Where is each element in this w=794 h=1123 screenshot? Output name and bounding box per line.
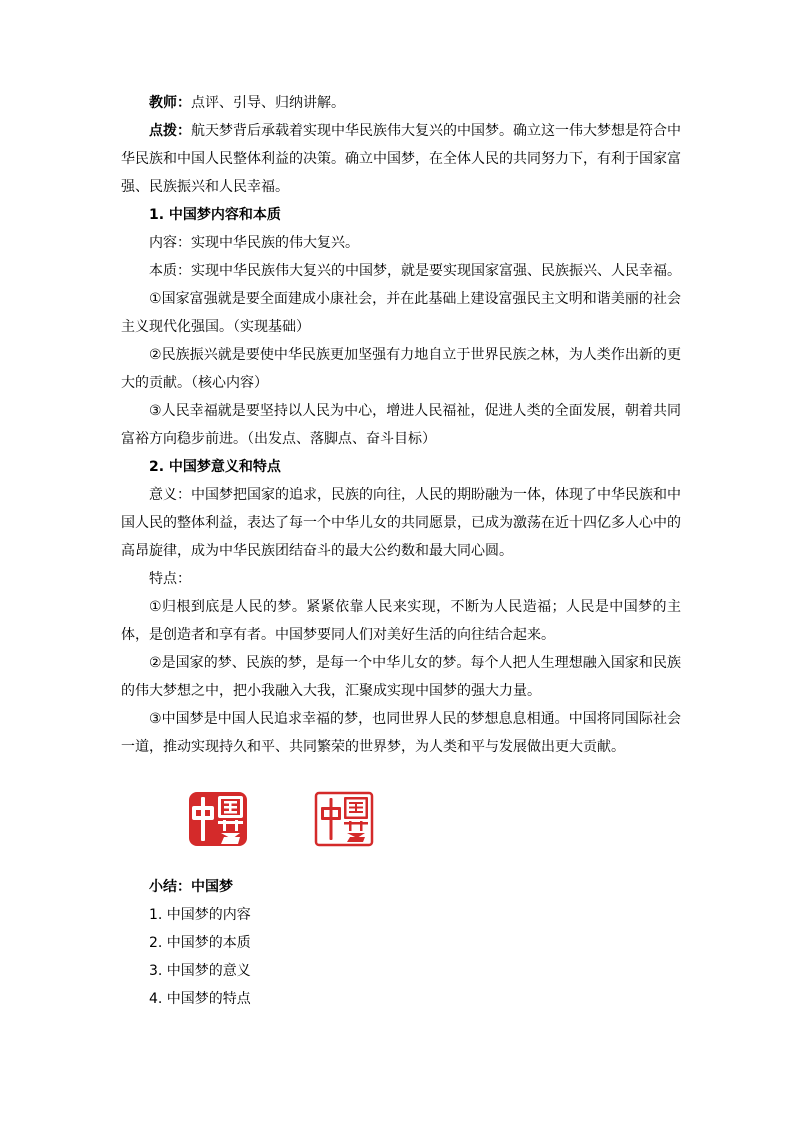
teacher-label: 教师： — [149, 95, 191, 111]
section1-point: ②民族振兴就是要使中华民族更加坚强有力地自立于世界民族之林，为人类作出新的更大的贡献。（核心内容） — [121, 347, 681, 391]
hint-text: 航天梦背后承载着实现中华民族伟大复兴的中国梦。确立这一伟大梦想是符合中华民族和中国人民整体利益的决策。确立中国梦，在全体人民的共同努力下，有利于国家富强、民族振兴和人民幸福。 — [121, 123, 681, 195]
section2-heading: 2. 中国梦意义和特点 — [149, 459, 281, 475]
teacher-text: 点评、引导、归纳讲解。 — [191, 95, 345, 111]
seal-images — [188, 791, 388, 851]
section1-point: ①国家富强就是要全面建成小康社会，并在此基础上建设富强民主文明和谐美丽的社会主义现代化强国。（实现基础） — [121, 291, 681, 335]
chinese-dream-seal-solid — [188, 791, 248, 847]
summary-item: 1. 中国梦的内容 — [149, 907, 251, 923]
section2-feature: ①归根到底是人民的梦。紧紧依靠人民来实现，不断为人民造福；人民是中国梦的主体，是创造者和享有者。中国梦要同人们对美好生活的向往结合起来。 — [121, 599, 681, 643]
summary-title: 小结：中国梦 — [149, 879, 233, 895]
summary-item: 2. 中国梦的本质 — [149, 935, 251, 951]
summary-item: 4. 中国梦的特点 — [149, 991, 251, 1007]
summary-item: 3. 中国梦的意义 — [149, 963, 251, 979]
section1-essence: 本质：实现中华民族伟大复兴的中国梦，就是要实现国家富强、民族振兴、人民幸福。 — [149, 263, 681, 279]
section2-meaning: 意义：中国梦把国家的追求，民族的向往，人民的期盼融为一体，体现了中华民族和中国人民的整体利益，表达了每一个中华儿女的共同愿景，已成为激荡在近十四亿多人心中的高昂旋律，成为中华民族团结奋斗的最大公约数和最大同心圆。 — [121, 487, 681, 559]
summary-section — [149, 873, 549, 1013]
section2-feature: ②是国家的梦、民族的梦，是每一个中华儿女的梦。每个人把人生理想融入国家和民族的伟大梦想之中，把小我融入大我，汇聚成实现中国梦的强大力量。 — [121, 655, 681, 699]
hint-paragraph — [121, 117, 681, 201]
section2-features-label: 特点： — [149, 571, 191, 587]
hint-label: 点拨： — [149, 123, 191, 139]
section1-point: ③人民幸福就是要坚持以人民为中心，增进人民福祉，促进人类的全面发展，朝着共同富裕方向稳步前进。（出发点、落脚点、奋斗目标） — [121, 403, 681, 447]
teacher-paragraph — [121, 89, 681, 117]
chinese-dream-seal-outline — [314, 791, 374, 847]
document-body — [121, 89, 681, 761]
section2-feature: ③中国梦是中国人民追求幸福的梦，也同世界人民的梦想息息相通。中国将同国际社会一道，推动实现持久和平、共同繁荣的世界梦，为人类和平与发展做出更大贡献。 — [121, 711, 681, 755]
section1-content: 内容：实现中华民族的伟大复兴。 — [149, 235, 359, 251]
section1-heading: 1. 中国梦内容和本质 — [149, 207, 281, 223]
